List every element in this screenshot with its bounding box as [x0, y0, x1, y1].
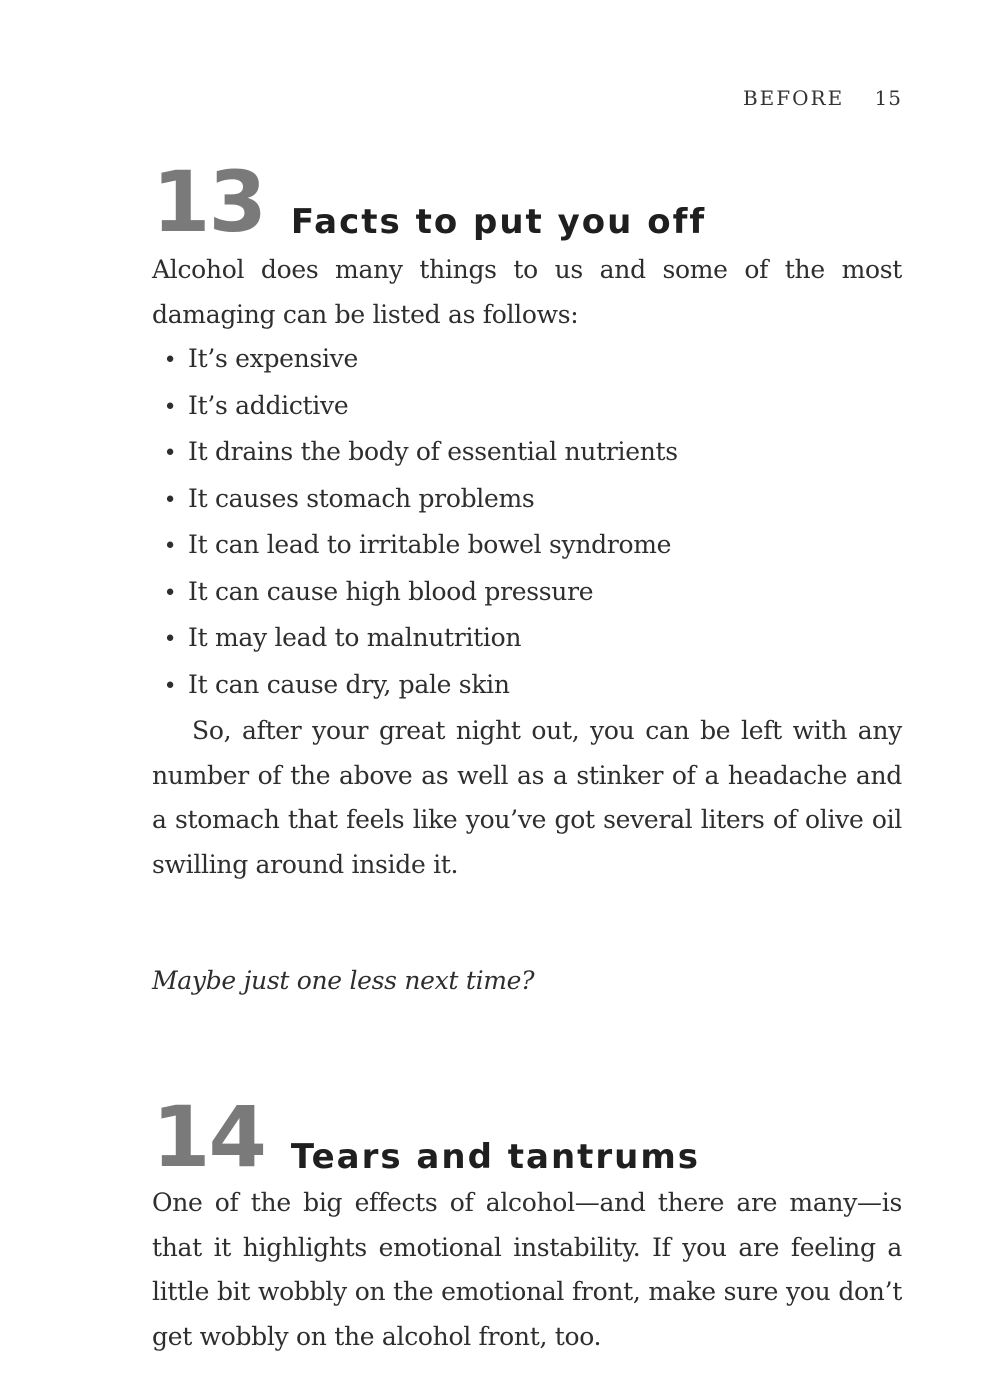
intro-paragraph: Alcohol does many things to us and some of the most damaging can be listed as follows:	[152, 255, 902, 329]
list-item-text: It drains the body of essential nutrients	[188, 437, 678, 466]
bullet-icon: •	[163, 627, 177, 652]
bullet-icon: •	[163, 534, 177, 559]
list-item-text: It’s addictive	[188, 390, 349, 420]
list-item	[152, 570, 902, 617]
list-item-text: It can lead to irritable bowel syndrome	[188, 530, 672, 559]
section-heading-14	[152, 1088, 912, 1186]
list-item	[152, 430, 902, 477]
body-paragraph: So, after your great night out, you can be left with any number of the above as well as a stinker of a headache and a stomach that feels like you’ve got several liters of olive oil swilling around inside it.	[152, 716, 902, 879]
list-item-text: It causes stomach problems	[188, 483, 535, 513]
bullet-icon: •	[163, 348, 177, 373]
running-head	[743, 86, 902, 110]
body-paragraph: One of the big effects of alcohol—and there are many—is that it highlights emotional instability. If you are feeling a little bit wobbly on the emotional front, make sure you don’t get wobbly on the alcohol front, too.	[152, 1188, 902, 1351]
page-number: 15	[874, 86, 902, 110]
closing-line: Maybe just one less next time?	[152, 966, 535, 995]
bullet-icon: •	[163, 441, 177, 466]
section-heading-13	[152, 153, 912, 251]
facts-list	[152, 337, 902, 709]
section-title: Tears and tantrums	[290, 1137, 701, 1177]
list-item	[152, 337, 902, 384]
running-head-section: BEFORE	[742, 86, 845, 110]
list-item	[152, 616, 902, 663]
list-item	[152, 384, 902, 431]
list-item-text: It can cause dry, pale skin	[188, 669, 510, 699]
bullet-icon: •	[163, 580, 177, 606]
section-number: 14	[152, 1088, 265, 1186]
list-item	[152, 477, 902, 524]
section-title: Facts to put you off	[290, 202, 707, 242]
list-item-text: It can cause high blood pressure	[188, 576, 594, 606]
list-item-text: It may lead to malnutrition	[188, 623, 522, 652]
list-item	[152, 663, 902, 710]
bullet-icon: •	[163, 394, 177, 420]
list-item	[152, 523, 902, 570]
list-item-text: It’s expensive	[188, 344, 358, 373]
bullet-icon: •	[163, 487, 177, 513]
section-number: 13	[152, 153, 265, 251]
bullet-icon: •	[163, 673, 177, 699]
